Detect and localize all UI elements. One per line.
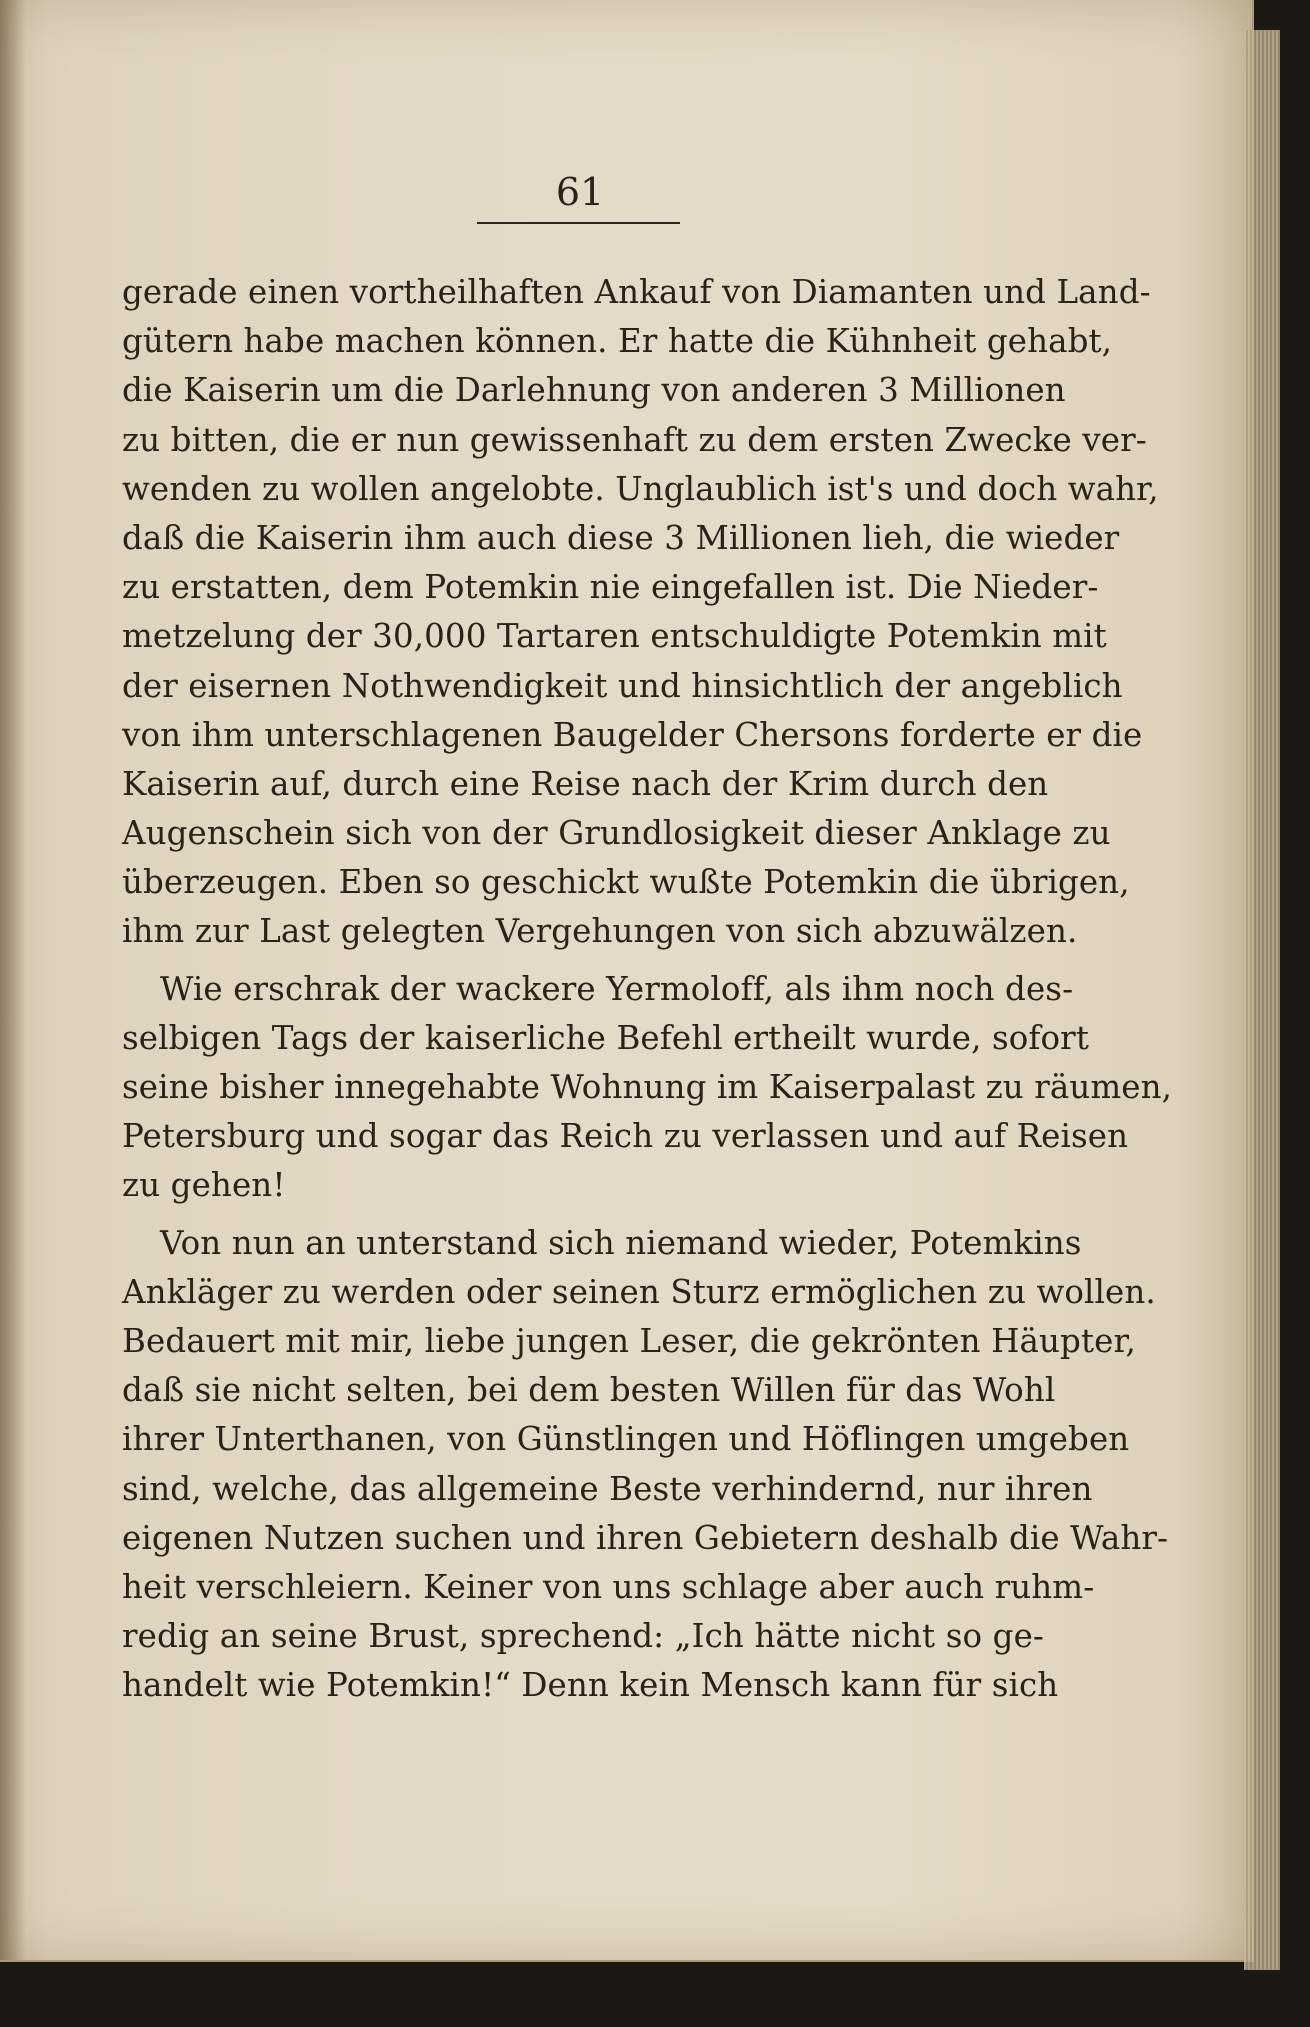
text-line: seine bisher innegehabte Wohnung im Kaiserpalast zu räumen, [122,1068,1173,1106]
text-line: ihrer Unterthanen, von Günstlingen und Höflingen umgeben [122,1420,1130,1459]
text-line: handelt wie Potemkin!“ Denn kein Mensch kann für sich [122,1666,1059,1705]
text-line: gütern habe machen können. Er hatte die Kühnheit gehabt, [122,322,1113,361]
text-line: Kaiserin auf, durch eine Reise nach der Krim durch den [122,764,1049,803]
paragraph [122,1219,1169,1711]
text-line: selbigen Tags der kaiserliche Befehl ertheilt wurde, sofort [122,1018,1089,1057]
paragraph [122,965,1173,1211]
text-line: die Kaiserin um die Darlehnung von anderen 3 Millionen [122,371,1066,410]
paragraph-gap [122,957,1044,965]
text-line: zu bitten, die er nun gewissenhaft zu dem ersten Zwecke ver- [122,420,1147,459]
text-line: heit verschleiern. Keiner von uns schlage aber auch ruhm- [122,1567,1095,1606]
text-line: redig an seine Brust, sprechend: „Ich hätte nicht so ge- [122,1617,1044,1656]
text-line: Von nun an unterstand sich niemand wieder, Potemkins [160,1223,1082,1262]
spine-shadow [0,0,26,1960]
text-line: Augenschein sich von der Grundlosigkeit dieser Anklage zu [122,814,1111,853]
text-line: von ihm unterschlagenen Baugelder Chersons forderte er die [122,715,1143,754]
page-edges [1244,30,1280,1970]
text-line: eigenen Nutzen suchen und ihren Gebietern deshalb die Wahr- [122,1518,1169,1557]
text-line: Petersburg und sogar das Reich zu verlassen und auf Reisen [122,1117,1129,1156]
text-line: überzeugen. Eben so geschickt wußte Potemkin die übrigen, [122,863,1130,902]
body-text [122,268,1173,1710]
text-line: ihm zur Last gelegten Vergehungen von sich abzuwälzen. [122,912,1078,951]
text-line: zu gehen! [122,1166,286,1205]
text-line: wenden zu wollen angelobte. Unglaublich ist's und doch wahr, [122,469,1159,508]
text-line: Bedauert mit mir, liebe jungen Leser, die gekrönten Häupter, [122,1321,1136,1360]
text-line: daß sie nicht selten, bei dem besten Willen für das Wohl [122,1371,1056,1410]
text-line: daß die Kaiserin ihm auch diese 3 Millionen lieh, die wieder [122,518,1120,557]
text-line: zu erstatten, dem Potemkin nie eingefallen ist. Die Nieder- [122,568,1099,607]
text-line: gerade einen vortheilhaften Ankauf von Diamanten und Land- [122,273,1151,311]
text-line: Ankläger zu werden oder seinen Sturz ermöglichen zu wollen. [122,1272,1156,1311]
text-line: metzelung der 30,000 Tartaren entschuldigte Potemkin mit [122,617,1107,656]
paragraph-gap [122,1211,1044,1219]
header-rule [477,222,680,224]
paragraph [122,268,1159,957]
text-line: Wie erschrak der wackere Yermoloff, als ihm noch des- [160,969,1074,1008]
page-number: 61 [555,170,605,214]
text-line: der eisernen Nothwendigkeit und hinsichtlich der angeblich [122,666,1123,705]
text-line: sind, welche, das allgemeine Beste verhindernd, nur ihren [122,1469,1093,1508]
